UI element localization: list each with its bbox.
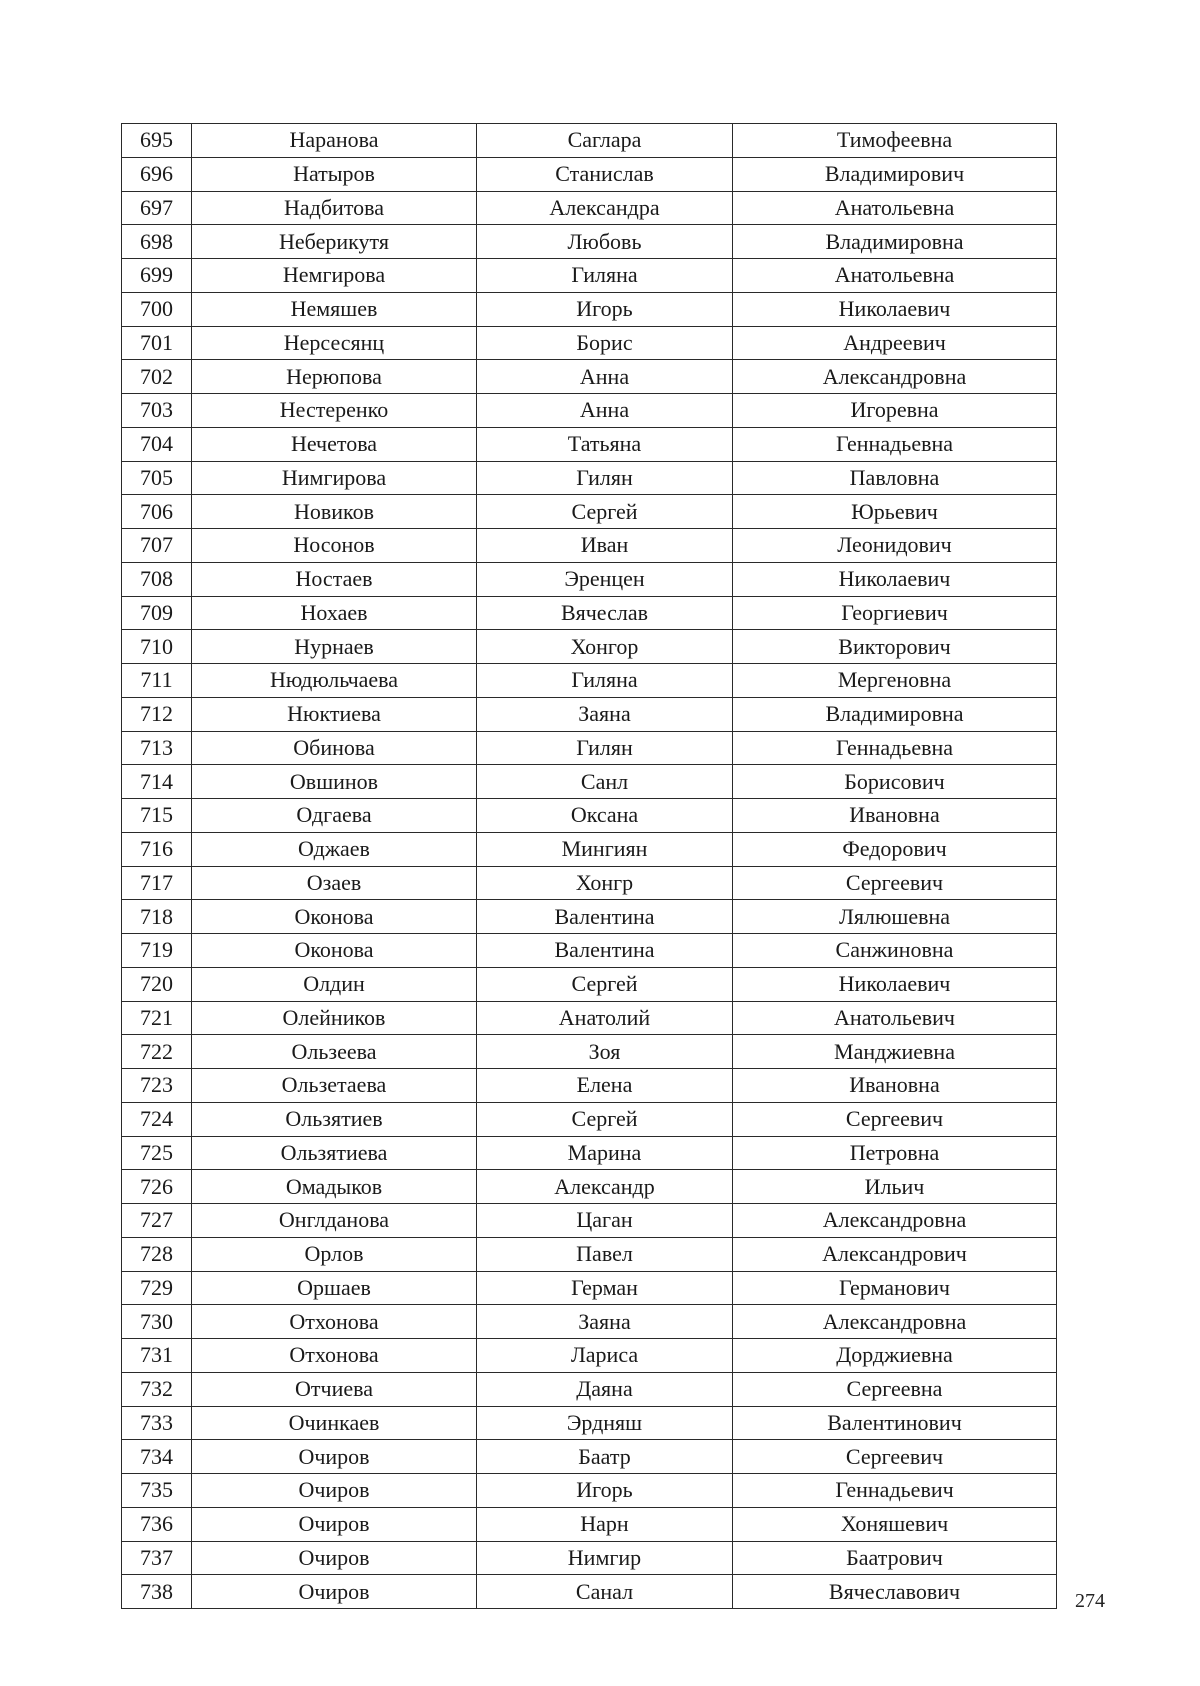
surname-cell: Нерсесянц [192,326,477,360]
row-number-cell: 702 [122,360,192,394]
surname-cell: Немяшев [192,292,477,326]
surname-cell: Новиков [192,495,477,529]
row-number-cell: 700 [122,292,192,326]
given-name-cell: Нарн [477,1507,733,1541]
name-list-body [122,124,1057,1609]
row-number-cell: 723 [122,1069,192,1103]
patronymic-cell: Геннадьевич [733,1474,1057,1508]
patronymic-cell: Юрьевич [733,495,1057,529]
given-name-cell: Сергей [477,495,733,529]
patronymic-cell: Игоревна [733,394,1057,428]
given-name-cell: Анна [477,394,733,428]
surname-cell: Олдин [192,967,477,1001]
surname-cell: Очиров [192,1440,477,1474]
patronymic-cell: Александровна [733,360,1057,394]
patronymic-cell: Дорджиевна [733,1339,1057,1373]
patronymic-cell: Германович [733,1271,1057,1305]
patronymic-cell: Анатольевич [733,1001,1057,1035]
table-row [122,1237,1057,1271]
surname-cell: Омадыков [192,1170,477,1204]
table-row [122,1204,1057,1238]
table-row [122,596,1057,630]
given-name-cell: Анна [477,360,733,394]
row-number-cell: 715 [122,799,192,833]
surname-cell: Наранова [192,124,477,158]
row-number-cell: 714 [122,765,192,799]
patronymic-cell: Владимирович [733,157,1057,191]
surname-cell: Нурнаев [192,630,477,664]
patronymic-cell: Петровна [733,1136,1057,1170]
given-name-cell: Герман [477,1271,733,1305]
given-name-cell: Оксана [477,799,733,833]
row-number-cell: 728 [122,1237,192,1271]
given-name-cell: Санал [477,1575,733,1609]
patronymic-cell: Сергеевна [733,1372,1057,1406]
surname-cell: Оджаев [192,832,477,866]
table-row [122,630,1057,664]
name-list-table [121,123,1057,1609]
table-row [122,731,1057,765]
table-row [122,1035,1057,1069]
given-name-cell: Хонгор [477,630,733,664]
given-name-cell: Цаган [477,1204,733,1238]
table-row [122,529,1057,563]
given-name-cell: Борис [477,326,733,360]
given-name-cell: Заяна [477,697,733,731]
given-name-cell: Сергей [477,967,733,1001]
row-number-cell: 731 [122,1339,192,1373]
given-name-cell: Лариса [477,1339,733,1373]
patronymic-cell: Сергеевич [733,1102,1057,1136]
patronymic-cell: Сергеевич [733,1440,1057,1474]
patronymic-cell: Александрович [733,1237,1057,1271]
given-name-cell: Заяна [477,1305,733,1339]
table-row [122,765,1057,799]
given-name-cell: Валентина [477,934,733,968]
patronymic-cell: Геннадьевна [733,427,1057,461]
surname-cell: Ользеева [192,1035,477,1069]
row-number-cell: 735 [122,1474,192,1508]
row-number-cell: 699 [122,259,192,293]
surname-cell: Отчиева [192,1372,477,1406]
given-name-cell: Игорь [477,292,733,326]
given-name-cell: Зоя [477,1035,733,1069]
given-name-cell: Вячеслав [477,596,733,630]
surname-cell: Носонов [192,529,477,563]
row-number-cell: 695 [122,124,192,158]
table-row [122,1136,1057,1170]
patronymic-cell: Анатольевна [733,259,1057,293]
row-number-cell: 701 [122,326,192,360]
row-number-cell: 705 [122,461,192,495]
patronymic-cell: Геннадьевна [733,731,1057,765]
patronymic-cell: Сергеевич [733,866,1057,900]
given-name-cell: Елена [477,1069,733,1103]
surname-cell: Нестеренко [192,394,477,428]
table-row [122,799,1057,833]
table-row [122,326,1057,360]
given-name-cell: Даяна [477,1372,733,1406]
table-row [122,1474,1057,1508]
row-number-cell: 733 [122,1406,192,1440]
table-row [122,495,1057,529]
surname-cell: Олейников [192,1001,477,1035]
row-number-cell: 709 [122,596,192,630]
table-row [122,664,1057,698]
given-name-cell: Гиляна [477,664,733,698]
table-row [122,1170,1057,1204]
row-number-cell: 704 [122,427,192,461]
given-name-cell: Гилян [477,731,733,765]
patronymic-cell: Валентинович [733,1406,1057,1440]
row-number-cell: 737 [122,1541,192,1575]
surname-cell: Натыров [192,157,477,191]
row-number-cell: 698 [122,225,192,259]
patronymic-cell: Тимофеевна [733,124,1057,158]
table-row [122,1372,1057,1406]
row-number-cell: 710 [122,630,192,664]
surname-cell: Оршаев [192,1271,477,1305]
surname-cell: Очинкаев [192,1406,477,1440]
surname-cell: Отхонова [192,1305,477,1339]
table-row [122,191,1057,225]
patronymic-cell: Борисович [733,765,1057,799]
patronymic-cell: Викторович [733,630,1057,664]
surname-cell: Очиров [192,1575,477,1609]
surname-cell: Оконова [192,934,477,968]
surname-cell: Оконова [192,900,477,934]
given-name-cell: Станислав [477,157,733,191]
patronymic-cell: Лялюшевна [733,900,1057,934]
table-row [122,1507,1057,1541]
table-row [122,562,1057,596]
patronymic-cell: Мергеновна [733,664,1057,698]
patronymic-cell: Хоняшевич [733,1507,1057,1541]
given-name-cell: Иван [477,529,733,563]
patronymic-cell: Анатольевна [733,191,1057,225]
patronymic-cell: Андреевич [733,326,1057,360]
patronymic-cell: Ивановна [733,799,1057,833]
table-row [122,866,1057,900]
patronymic-cell: Владимировна [733,225,1057,259]
surname-cell: Очиров [192,1507,477,1541]
patronymic-cell: Николаевич [733,292,1057,326]
surname-cell: Ользятиева [192,1136,477,1170]
row-number-cell: 717 [122,866,192,900]
patronymic-cell: Николаевич [733,967,1057,1001]
row-number-cell: 720 [122,967,192,1001]
surname-cell: Очиров [192,1474,477,1508]
table-row [122,832,1057,866]
row-number-cell: 708 [122,562,192,596]
patronymic-cell: Санжиновна [733,934,1057,968]
table-row [122,292,1057,326]
surname-cell: Отхонова [192,1339,477,1373]
surname-cell: Нохаев [192,596,477,630]
given-name-cell: Мингиян [477,832,733,866]
patronymic-cell: Ильич [733,1170,1057,1204]
patronymic-cell: Вячеславович [733,1575,1057,1609]
row-number-cell: 713 [122,731,192,765]
row-number-cell: 724 [122,1102,192,1136]
given-name-cell: Игорь [477,1474,733,1508]
table-row [122,1406,1057,1440]
row-number-cell: 736 [122,1507,192,1541]
row-number-cell: 711 [122,664,192,698]
given-name-cell: Валентина [477,900,733,934]
given-name-cell: Марина [477,1136,733,1170]
given-name-cell: Санл [477,765,733,799]
given-name-cell: Эрдняш [477,1406,733,1440]
patronymic-cell: Александровна [733,1204,1057,1238]
given-name-cell: Гилян [477,461,733,495]
patronymic-cell: Георгиевич [733,596,1057,630]
patronymic-cell: Павловна [733,461,1057,495]
patronymic-cell: Федорович [733,832,1057,866]
surname-cell: Нюдюльчаева [192,664,477,698]
surname-cell: Немгирова [192,259,477,293]
row-number-cell: 730 [122,1305,192,1339]
table-row [122,1440,1057,1474]
surname-cell: Онглданова [192,1204,477,1238]
page-number: 274 [1075,1590,1105,1612]
row-number-cell: 726 [122,1170,192,1204]
patronymic-cell: Владимировна [733,697,1057,731]
surname-cell: Нечетова [192,427,477,461]
row-number-cell: 696 [122,157,192,191]
patronymic-cell: Баатрович [733,1541,1057,1575]
table-row [122,934,1057,968]
surname-cell: Надбитова [192,191,477,225]
given-name-cell: Александра [477,191,733,225]
given-name-cell: Павел [477,1237,733,1271]
row-number-cell: 721 [122,1001,192,1035]
table-row [122,225,1057,259]
given-name-cell: Эренцен [477,562,733,596]
row-number-cell: 725 [122,1136,192,1170]
table-row [122,967,1057,1001]
given-name-cell: Анатолий [477,1001,733,1035]
patronymic-cell: Манджиевна [733,1035,1057,1069]
surname-cell: Ользятиев [192,1102,477,1136]
patronymic-cell: Ивановна [733,1069,1057,1103]
surname-cell: Орлов [192,1237,477,1271]
given-name-cell: Хонгр [477,866,733,900]
surname-cell: Нерюпова [192,360,477,394]
table-row [122,1339,1057,1373]
given-name-cell: Сергей [477,1102,733,1136]
surname-cell: Озаев [192,866,477,900]
surname-cell: Ользетаева [192,1069,477,1103]
row-number-cell: 729 [122,1271,192,1305]
given-name-cell: Баатр [477,1440,733,1474]
row-number-cell: 707 [122,529,192,563]
row-number-cell: 703 [122,394,192,428]
surname-cell: Овшинов [192,765,477,799]
surname-cell: Нимгирова [192,461,477,495]
table-row [122,1001,1057,1035]
row-number-cell: 719 [122,934,192,968]
given-name-cell: Саглара [477,124,733,158]
given-name-cell: Любовь [477,225,733,259]
table-row [122,360,1057,394]
table-row [122,394,1057,428]
table-row [122,697,1057,731]
table-row [122,1069,1057,1103]
row-number-cell: 734 [122,1440,192,1474]
table-row [122,259,1057,293]
row-number-cell: 727 [122,1204,192,1238]
table-row [122,1575,1057,1609]
row-number-cell: 732 [122,1372,192,1406]
patronymic-cell: Александровна [733,1305,1057,1339]
table-row [122,124,1057,158]
row-number-cell: 722 [122,1035,192,1069]
surname-cell: Неберикутя [192,225,477,259]
surname-cell: Очиров [192,1541,477,1575]
surname-cell: Одгаева [192,799,477,833]
given-name-cell: Гиляна [477,259,733,293]
table-row [122,900,1057,934]
table-row [122,1541,1057,1575]
patronymic-cell: Николаевич [733,562,1057,596]
given-name-cell: Нимгир [477,1541,733,1575]
surname-cell: Обинова [192,731,477,765]
row-number-cell: 712 [122,697,192,731]
row-number-cell: 716 [122,832,192,866]
table-row [122,1271,1057,1305]
table-row [122,1305,1057,1339]
table-row [122,157,1057,191]
row-number-cell: 706 [122,495,192,529]
given-name-cell: Александр [477,1170,733,1204]
surname-cell: Ностаев [192,562,477,596]
table-row [122,461,1057,495]
row-number-cell: 697 [122,191,192,225]
given-name-cell: Татьяна [477,427,733,461]
patronymic-cell: Леонидович [733,529,1057,563]
table-row [122,1102,1057,1136]
table-row [122,427,1057,461]
surname-cell: Нюктиева [192,697,477,731]
row-number-cell: 718 [122,900,192,934]
row-number-cell: 738 [122,1575,192,1609]
